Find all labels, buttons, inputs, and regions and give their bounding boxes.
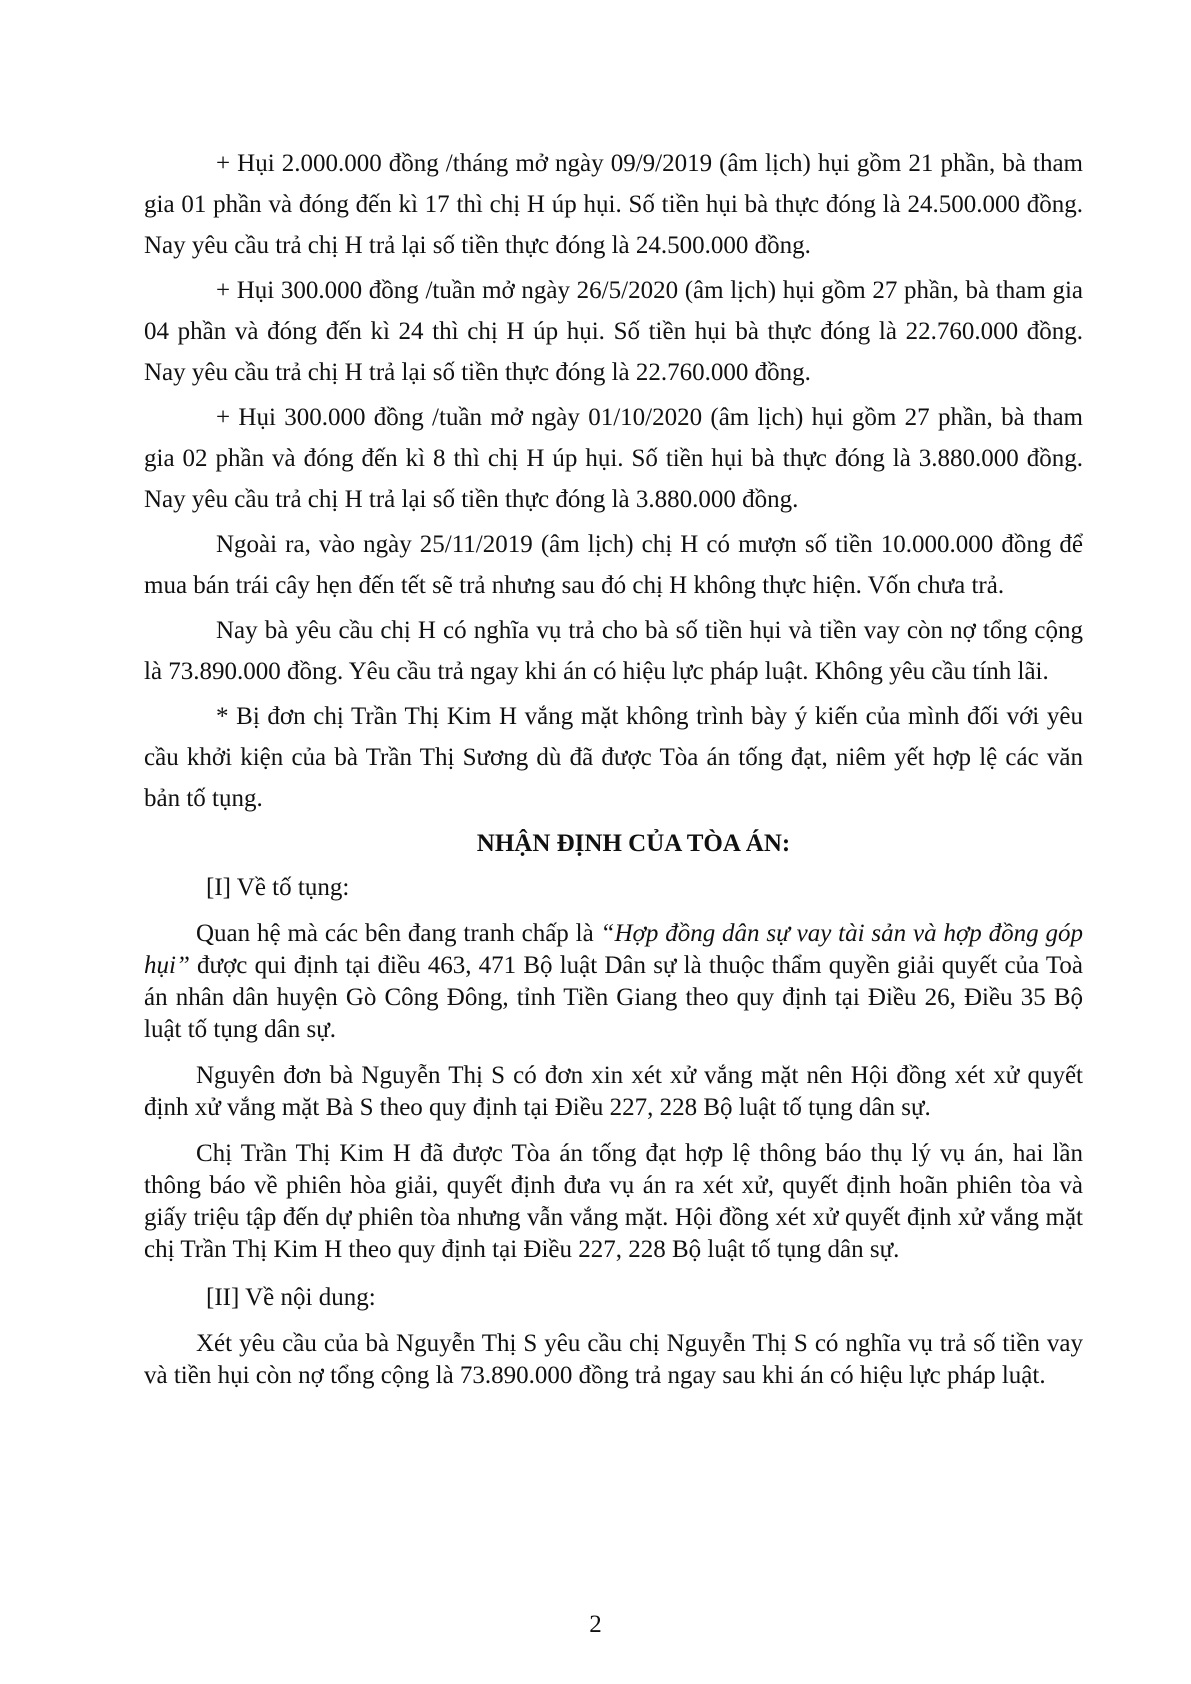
- relation-after: được qui định tại điều 463, 471 Bộ luật Dân sự là thuộc thẩm quyền giải quyết của Toà án nhân dân huyện Gò Công Đông, tỉnh Tiền Giang theo quy định tại Điều 26, Điều 35 Bộ luật tố tụng dân sự.: [144, 952, 1083, 1043]
- paragraph-relation: [144, 918, 1083, 1046]
- relation-italic: “Hợp đồng dân sự vay tài sản và hợp đồng góp hụi”: [144, 920, 1083, 979]
- paragraph-defendant: * Bị đơn chị Trần Thị Kim H vắng mặt không trình bày ý kiến của mình đối với yêu cầu khởi kiện của bà Trần Thị Sương dù đã được Tòa án tống đạt, niêm yết hợp lệ các văn bản tố tụng.: [144, 703, 1083, 812]
- page-number: 2: [589, 1611, 602, 1638]
- paragraph-consider: Xét yêu cầu của bà Nguyễn Thị S yêu cầu chị Nguyễn Thị S có nghĩa vụ trả số tiền vay và tiền hụi còn nợ tổng cộng là 73.890.000 đồng trả ngay sau khi án có hiệu lực pháp luật.: [144, 1330, 1083, 1389]
- paragraph-loan: Ngoài ra, vào ngày 25/11/2019 (âm lịch) chị H có mượn số tiền 10.000.000 đồng để mua bán trái cây hẹn đến tết sẽ trả nhưng sau đó chị H không thực hiện. Vốn chưa trả.: [144, 531, 1083, 599]
- relation-before: Quan hệ mà các bên đang tranh chấp là: [196, 920, 601, 947]
- paragraph-hui-2: + Hụi 300.000 đồng /tuần mở ngày 26/5/2020 (âm lịch) hụi gồm 27 phần, bà tham gia 04 phần và đóng đến kì 24 thì chị H úp hụi. Số tiền hụi bà thực đóng là 22.760.000 đồng. Nay yêu cầu trả chị H trả lại số tiền thực đóng là 22.760.000 đồng.: [144, 277, 1083, 386]
- subheading-content: [II] Về nội dung:: [206, 1284, 376, 1311]
- subheading-procedure: [I] Về tố tụng:: [206, 874, 350, 901]
- paragraph-hui-1: + Hụi 2.000.000 đồng /tháng mở ngày 09/9/2019 (âm lịch) hụi gồm 21 phần, bà tham gia 01 phần và đóng đến kì 17 thì chị H úp hụi. Số tiền hụi bà thực đóng là 24.500.000 đồng. Nay yêu cầu trả chị H trả lại số tiền thực đóng là 24.500.000 đồng.: [144, 150, 1083, 259]
- paragraph-claim: Nay bà yêu cầu chị H có nghĩa vụ trả cho bà số tiền hụi và tiền vay còn nợ tổng cộng là 73.890.000 đồng. Yêu cầu trả ngay khi án có hiệu lực pháp luật. Không yêu cầu tính lãi.: [144, 617, 1083, 685]
- paragraph-defendant-absent: Chị Trần Thị Kim H đã được Tòa án tống đạt hợp lệ thông báo thụ lý vụ án, hai lần thông báo về phiên hòa giải, quyết định đưa vụ án ra xét xử, quyết định hoãn phiên tòa và giấy triệu tập đến dự phiên tòa nhưng vẫn vắng mặt. Hội đồng xét xử quyết định xử vắng mặt chị Trần Thị Kim H theo quy định tại Điều 227, 228 Bộ luật tố tụng dân sự.: [144, 1140, 1083, 1263]
- paragraph-plaintiff-absent: Nguyên đơn bà Nguyễn Thị S có đơn xin xét xử vắng mặt nên Hội đồng xét xử quyết định xử vắng mặt Bà S theo quy định tại Điều 227, 228 Bộ luật tố tụng dân sự.: [144, 1062, 1083, 1121]
- paragraph-hui-3: + Hụi 300.000 đồng /tuần mở ngày 01/10/2020 (âm lịch) hụi gồm 27 phần, bà tham gia 02 phần và đóng đến kì 8 thì chị H úp hụi. Số tiền hụi bà thực đóng là 3.880.000 đồng. Nay yêu cầu trả chị H trả lại số tiền thực đóng là 3.880.000 đồng.: [144, 404, 1083, 513]
- section-heading: NHẬN ĐỊNH CỦA TÒA ÁN:: [476, 830, 791, 857]
